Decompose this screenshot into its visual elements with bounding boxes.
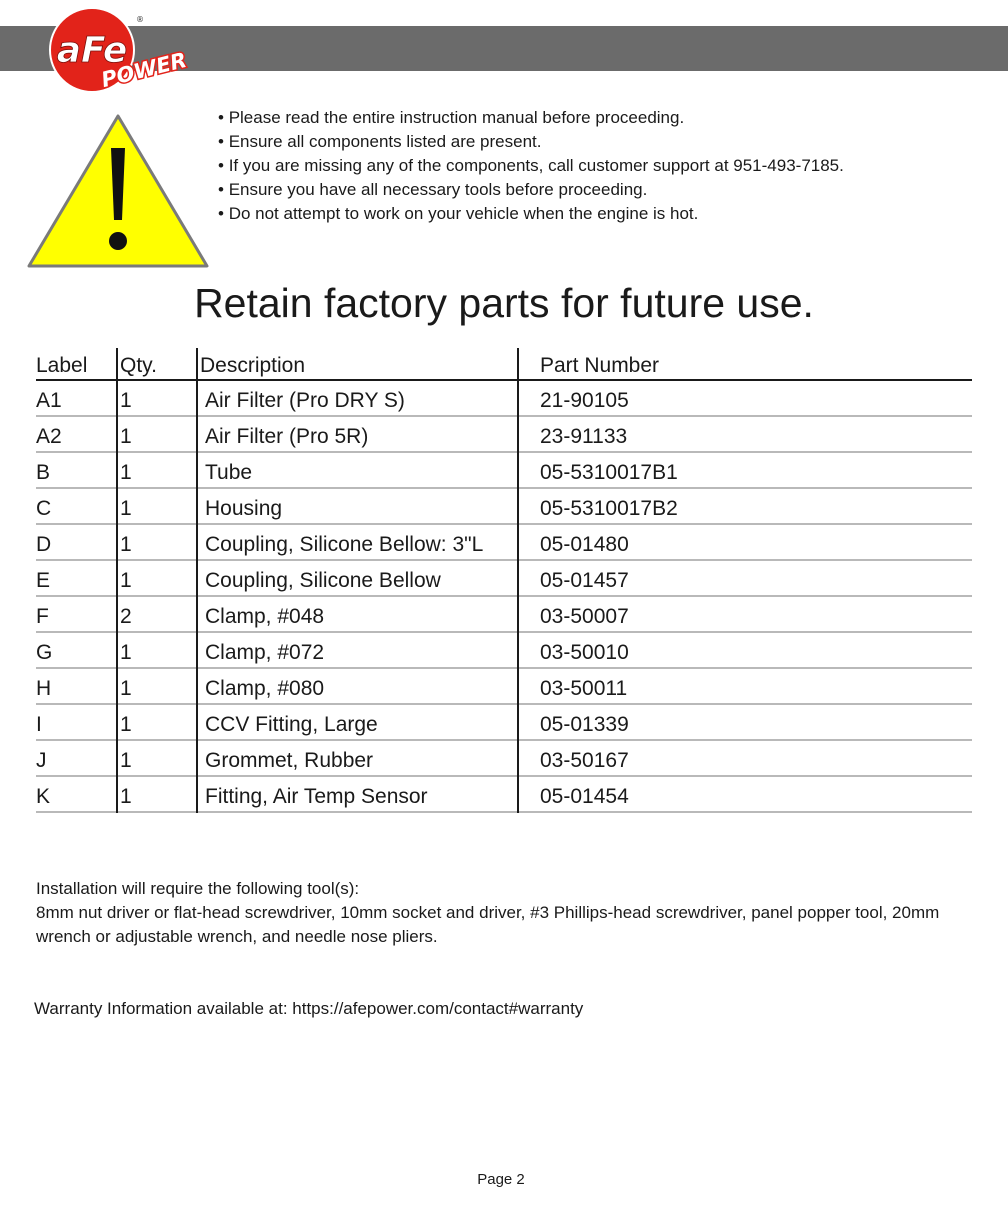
row-part-number: 21-90105 [540,389,629,412]
warning-note: • If you are missing any of the components, call customer support at 951-493-7185. [218,154,844,178]
row-description: Clamp, #080 [205,677,325,700]
row-label: B [36,461,51,484]
row-part-number: 03-50007 [540,605,629,628]
table-row [36,741,972,777]
row-part-number: 05-01457 [540,569,629,592]
row-part-number: 05-01480 [540,533,629,556]
afe-power-logo [44,0,194,100]
warning-note: • Ensure all components listed are present. [218,130,844,154]
row-part-number: 05-5310017B1 [540,461,678,484]
row-qty: 1 [120,461,132,484]
row-qty: 1 [120,785,132,808]
table-row [36,453,972,489]
row-description: Grommet, Rubber [205,749,374,772]
row-label: I [36,713,42,736]
row-qty: 1 [120,713,132,736]
warning-triangle-icon [24,110,212,274]
parts-table-body [36,381,972,813]
retain-notice: Retain factory parts for future use. [194,280,814,326]
table-row [36,525,972,561]
warning-note: • Do not attempt to work on your vehicle when the engine is hot. [218,202,844,226]
row-description: Tube [205,461,253,484]
row-part-number: 03-50167 [540,749,629,772]
logo-registered-mark: ® [136,15,144,24]
row-part-number: 05-5310017B2 [540,497,678,520]
header-label: Label [36,354,88,377]
row-label: D [36,533,52,556]
row-description: Fitting, Air Temp Sensor [205,785,428,808]
row-part-number: 05-01339 [540,713,629,736]
table-row [36,489,972,525]
table-row [36,561,972,597]
table-row [36,633,972,669]
row-label: C [36,497,52,520]
row-label: A2 [36,425,62,448]
row-qty: 1 [120,569,132,592]
parts-table-header [36,348,972,381]
row-label: J [36,749,47,772]
table-row [36,597,972,633]
logo-text: aFe [56,30,128,71]
row-part-number: 03-50010 [540,641,629,664]
row-description: Air Filter (Pro 5R) [205,425,369,448]
warranty-info: Warranty Information available at: https://afepower.com/contact#warranty [34,999,584,1018]
row-part-number: 05-01454 [540,785,629,808]
row-qty: 1 [120,533,132,556]
tools-list: 8mm nut driver or flat-head screwdriver, 10mm socket and driver, #3 Phillips-head screwdriver, panel popper tool, 20mm wrench or adjustable wrench, and needle nose pliers. [36,903,940,946]
row-part-number: 03-50011 [540,677,628,700]
tools-section [36,877,956,949]
row-qty: 1 [120,497,132,520]
warning-note: • Ensure you have all necessary tools before proceeding. [218,178,844,202]
row-qty: 2 [120,605,132,628]
logo-subtext: POWER [98,47,190,93]
table-row [36,381,972,417]
row-description: Air Filter (Pro DRY S) [205,389,405,412]
row-label: H [36,677,52,700]
warning-notes-list [218,106,844,226]
row-description: Coupling, Silicone Bellow [205,569,441,592]
row-label: G [36,641,53,664]
column-divider [116,348,118,813]
row-part-number: 23-91133 [540,425,628,448]
parts-table [36,348,972,813]
row-qty: 1 [120,425,132,448]
row-label: F [36,605,49,628]
table-row [36,777,972,813]
row-label: E [36,569,51,592]
row-label: K [36,785,51,808]
row-description: Clamp, #048 [205,605,325,628]
row-qty: 1 [120,677,132,700]
table-row [36,669,972,705]
row-description: Housing [205,497,283,520]
warning-note: • Please read the entire instruction manual before proceeding. [218,106,844,130]
header-qty: Qty. [120,354,157,377]
row-qty: 1 [120,389,132,412]
header-description: Description [200,354,306,377]
column-divider [517,348,519,813]
row-description: Clamp, #072 [205,641,325,664]
tools-intro: Installation will require the following tool(s): [36,879,360,898]
column-divider [196,348,198,813]
table-row [36,417,972,453]
page-number: Page 2 [477,1171,525,1188]
row-description: CCV Fitting, Large [205,713,378,736]
header-part-number: Part Number [540,354,660,377]
row-label: A1 [36,389,62,412]
row-qty: 1 [120,749,132,772]
row-qty: 1 [120,641,132,664]
row-description: Coupling, Silicone Bellow: 3"L [205,533,484,556]
table-row [36,705,972,741]
